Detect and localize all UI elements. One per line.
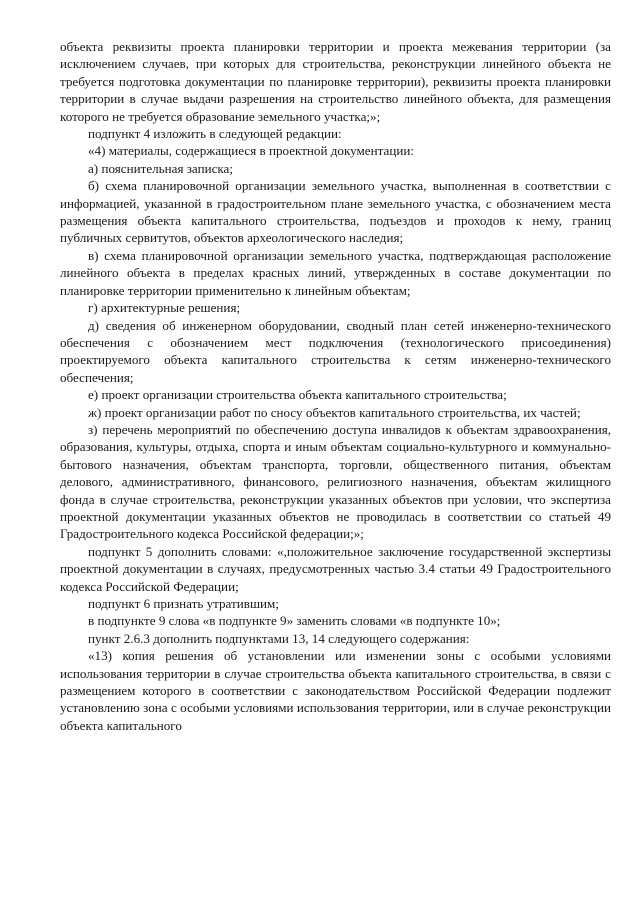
paragraph: подпункт 4 изложить в следующей редакции: [88, 126, 342, 142]
paragraph: «13) копия решения об установлении или изменении зоны с особыми условиями использования территории в случае строительства объекта капитального строительства, в связи с размещением которого в соответствии с законодательством Российской Федерации подлежит установлению зона с особыми условиями использования территории, или в случае реконструкции объекта капитального [60, 648, 611, 733]
paragraph: д) сведения об инженерном оборудовании, сводный план сетей инженерно-технического обеспечения с обозначением мест подключения (технологического присоединения) проектируемого объекта капитального строительства к сетям инженерно-технического обеспечения; [60, 317, 611, 385]
paragraph: пункт 2.6.3 дополнить подпунктами 13, 14 следующего содержания: [88, 630, 470, 646]
paragraph: подпункт 5 дополнить словами: «,положительное заключение государственной экспертизы проектной документации в случаях, предусмотренных частью 3.4 статьи 49 Градостроительного кодекса Российской Федерации; [60, 543, 611, 594]
paragraph: в) схема планировочной организации земельного участка, подтверждающая расположение линейного объекта в пределах красных линий, утвержденных в составе документации по планировке территории применительно к линейным объектам; [60, 247, 611, 298]
paragraph: объекта реквизиты проекта планировки территории и проекта межевания территории (за исключением случаев, при которых для строительства, реконструкции линейного объекта не требуется подготовка документации по планировке территории), реквизиты проекта планировки территории в случае выдачи разрешения на строительство линейного объекта, для размещения которого не требуется образование земельного участка;»; [60, 39, 611, 124]
paragraph: з) перечень мероприятий по обеспечению доступа инвалидов к объектам здравоохранения, образования, культуры, отдыха, спорта и иным объектам социально-культурного и коммунально-бытового назначения, объектам транспорта, торговли, общественного питания, объектам делового, административного, финансового, религиозного назначения, объектам жилищного фонда в случае строительства, реконструкции указанных объектов при условии, что экспертиза проектной документации указанных объектов не проводилась в соответствии со статьей 49 Градостроительного кодекса Российской федерации;»; [60, 421, 611, 542]
paragraph: ж) проект организации работ по сносу объектов капитального строительства, их частей; [88, 404, 581, 420]
paragraph: а) пояснительная записка; [88, 160, 234, 176]
paragraph: «4) материалы, содержащиеся в проектной документации: [88, 143, 414, 159]
paragraph: г) архитектурные решения; [88, 300, 241, 316]
paragraph: подпункт 6 признать утратившим; [88, 596, 279, 611]
paragraph: б) схема планировочной организации земельного участка, выполненная в соответствии с информацией, указанной в градостроительном плане земельного участка, с обозначением места размещения объекта капитального строительства, подъездов и проходов к нему, границ публичных сервитутов, объектов археологического наследия; [60, 178, 611, 246]
paragraph: в подпункте 9 слова «в подпункте 9» заменить словами «в подпункте 10»; [88, 613, 501, 629]
paragraph: е) проект организации строительства объекта капитального строительства; [88, 387, 507, 403]
